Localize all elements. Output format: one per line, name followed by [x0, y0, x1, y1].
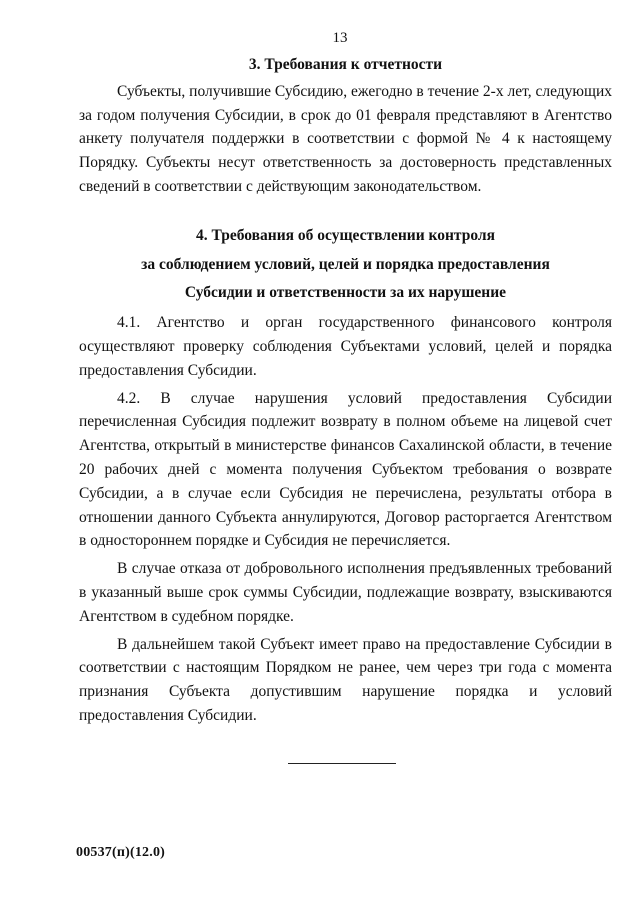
page-number: 13	[332, 30, 348, 46]
section-3-heading: 3. Требования к отчетности	[248, 56, 443, 73]
end-divider-line	[288, 763, 396, 764]
clause-4-2-paragraph: 4.2. В случае нарушения условий предоставления Субсидии перечисленная Субсидия подлежит возврату в полном объеме на лицевой счет Агентства, открытый в министерстве финансов Сахалинской области, в течение 20 рабочих дней с момента получения Субъектом требования о возврате Субсидии, а в случае если Субсидия не перечислена, результаты отбора в отношении данного Субъекта аннулируются, Договор расторгается Агентством в одностороннем порядке и Субсидия не перечисляется.	[79, 389, 612, 550]
document-body	[79, 53, 612, 728]
clause-4-1-paragraph: 4.1. Агентство и орган государственного финансового контроля осуществляют проверку соблюдения Субъектами условий, целей и порядка предоставления Субсидии.	[79, 314, 612, 379]
section-4-heading-line-2: за соблюдением условий, целей и порядка предоставления	[141, 255, 550, 273]
section-4-heading-line-3: Субсидии и ответственности за их нарушение	[184, 284, 507, 302]
section-3-paragraph: Субъекты, получившие Субсидию, ежегодно в течение 2-х лет, следующих за годом получения Субсидии, в срок до 01 февраля представляют в Агентство анкету получателя поддержки в соответствии с формой № 4 к настоящему Порядку. Субъекты несут ответственность за достоверность представленных сведений в соответствии с действующим законодательством.	[79, 82, 612, 195]
footer-document-code: 00537(п)(12.0)	[76, 845, 166, 860]
refusal-paragraph: В случае отказа от добровольного исполнения предъявленных требований в указанный выше срок суммы Субсидии, подлежащие возврату, взыскиваются Агентством в судебном порядке.	[79, 560, 612, 625]
future-right-paragraph: В дальнейшем такой Субъект имеет право на предоставление Субсидии в соответствии с настоящим Порядком не ранее, чем через три года с момента признания Субъекта допустившим нарушение порядка и условий предоставления Субсидии.	[79, 635, 612, 724]
section-4-heading-line-1: 4. Требования об осуществлении контроля	[196, 226, 495, 244]
